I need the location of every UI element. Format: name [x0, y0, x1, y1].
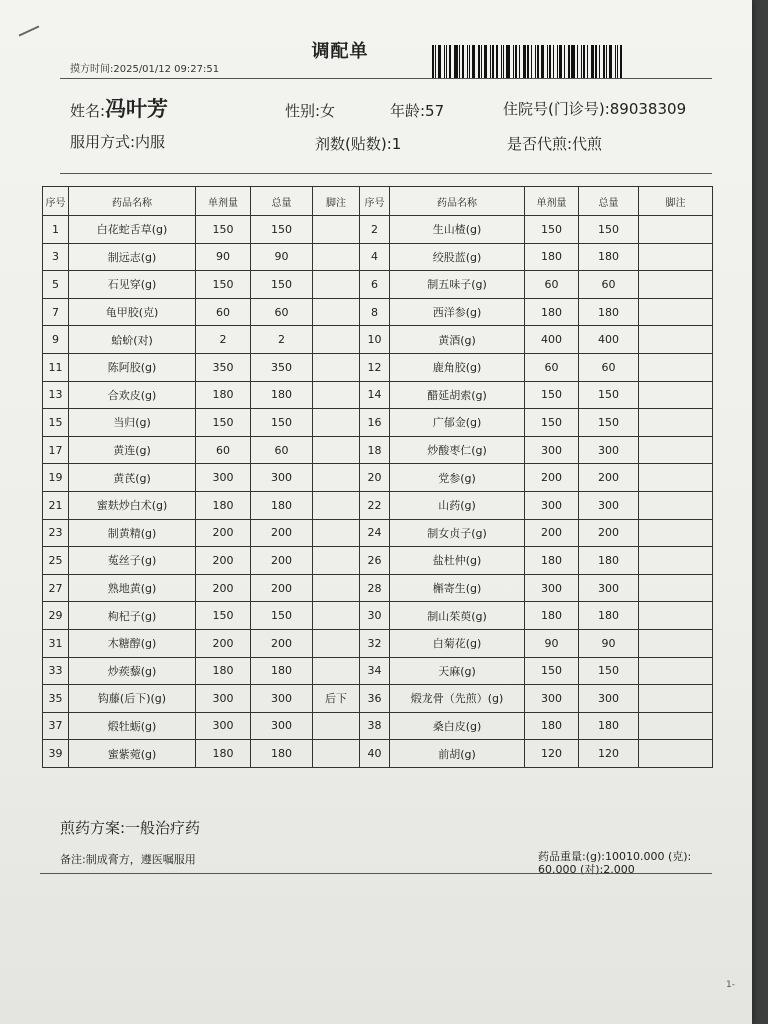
cell-seq: 8: [360, 298, 390, 326]
cell-seq: 39: [43, 740, 69, 768]
cell-single-dose: 180: [525, 298, 579, 326]
footer-divider: [40, 873, 712, 874]
cell-seq: 9: [43, 326, 69, 354]
cell-footnote: [639, 629, 713, 657]
table-row: [43, 657, 713, 685]
total-weight-line2: 60.000 (对):2.000: [538, 863, 635, 876]
cell-seq: 7: [43, 298, 69, 326]
cell-single-dose: 400: [525, 326, 579, 354]
cell-single-dose: 180: [525, 602, 579, 630]
cell-total-amount: 150: [251, 409, 313, 437]
cell-seq: 21: [43, 491, 69, 519]
cell-footnote: [313, 547, 360, 575]
cell-single-dose: 60: [196, 436, 251, 464]
cell-footnote: [639, 602, 713, 630]
cell-single-dose: 150: [525, 216, 579, 244]
table-row: [43, 574, 713, 602]
cell-seq: 20: [360, 464, 390, 492]
cell-medicine-name: 炒酸枣仁(g): [390, 436, 525, 464]
patient-age: 年龄:57: [390, 102, 445, 120]
cell-seq: 29: [43, 602, 69, 630]
cell-footnote: [313, 326, 360, 354]
cell-seq: 31: [43, 629, 69, 657]
cell-footnote: [313, 436, 360, 464]
cell-single-dose: 300: [525, 685, 579, 713]
cell-footnote: [639, 519, 713, 547]
table-row: [43, 547, 713, 575]
cell-medicine-name: 天麻(g): [390, 657, 525, 685]
cell-total-amount: 300: [579, 685, 639, 713]
cell-medicine-name: 制女贞子(g): [390, 519, 525, 547]
cell-total-amount: 180: [251, 740, 313, 768]
cell-single-dose: 150: [196, 409, 251, 437]
cell-single-dose: 200: [525, 464, 579, 492]
patient-name-label: 姓名:: [70, 102, 106, 120]
cell-total-amount: 120: [579, 740, 639, 768]
cell-single-dose: 300: [525, 574, 579, 602]
cell-footnote: [313, 243, 360, 271]
cell-medicine-name: 黄连(g): [69, 436, 196, 464]
cell-medicine-name: 石见穿(g): [69, 271, 196, 299]
cell-medicine-name: 煅牡蛎(g): [69, 712, 196, 740]
cell-seq: 34: [360, 657, 390, 685]
cell-seq: 16: [360, 409, 390, 437]
cell-total-amount: 300: [251, 685, 313, 713]
cell-total-amount: 300: [251, 712, 313, 740]
cell-footnote: [639, 271, 713, 299]
cell-footnote: [639, 574, 713, 602]
table-row: [43, 326, 713, 354]
cell-total-amount: 180: [579, 298, 639, 326]
cell-seq: 3: [43, 243, 69, 271]
print-time: 摸方时间:2025/01/12 09:27:51: [70, 64, 220, 75]
cell-medicine-name: 槲寄生(g): [390, 574, 525, 602]
cell-footnote: [639, 436, 713, 464]
patient-name: 冯叶芳: [105, 97, 169, 121]
cell-medicine-name: 蜜麸炒白术(g): [69, 491, 196, 519]
hospital-number: 住院号(门诊号):89038309: [503, 100, 687, 118]
cell-seq: 2: [360, 216, 390, 244]
patient-name-field: [70, 93, 168, 123]
cell-seq: 12: [360, 353, 390, 381]
cell-single-dose: 300: [196, 685, 251, 713]
decoction-plan: 煎药方案:一般治疗药: [60, 819, 201, 837]
cell-footnote: [313, 464, 360, 492]
cell-seq: 37: [43, 712, 69, 740]
cell-single-dose: 180: [525, 547, 579, 575]
cell-medicine-name: 绞股蓝(g): [390, 243, 525, 271]
decoct-option: 是否代煎:代煎: [507, 135, 603, 153]
cell-single-dose: 150: [525, 657, 579, 685]
cell-footnote: [313, 353, 360, 381]
medicine-table: [42, 186, 713, 768]
cell-seq: 23: [43, 519, 69, 547]
cell-total-amount: 150: [579, 381, 639, 409]
cell-total-amount: 150: [251, 216, 313, 244]
cell-single-dose: 60: [525, 271, 579, 299]
cell-medicine-name: 黄酒(g): [390, 326, 525, 354]
table-row: [43, 464, 713, 492]
cell-medicine-name: 制黄精(g): [69, 519, 196, 547]
cell-total-amount: 60: [251, 436, 313, 464]
cell-medicine-name: 熟地黄(g): [69, 574, 196, 602]
cell-footnote: 后下: [313, 685, 360, 713]
cell-seq: 40: [360, 740, 390, 768]
header-seq: 序号: [360, 187, 390, 216]
cell-total-amount: 200: [251, 629, 313, 657]
cell-single-dose: 120: [525, 740, 579, 768]
cell-total-amount: 300: [579, 436, 639, 464]
cell-footnote: [639, 326, 713, 354]
cell-seq: 30: [360, 602, 390, 630]
cell-footnote: [313, 574, 360, 602]
cell-single-dose: 60: [196, 298, 251, 326]
cell-medicine-name: 山药(g): [390, 491, 525, 519]
cell-single-dose: 2: [196, 326, 251, 354]
cell-total-amount: 150: [579, 409, 639, 437]
cell-single-dose: 60: [525, 353, 579, 381]
cell-total-amount: 180: [251, 381, 313, 409]
cell-seq: 11: [43, 353, 69, 381]
usage-method: 服用方式:内服: [70, 133, 166, 151]
header-single-dose: 单剂量: [196, 187, 251, 216]
cell-footnote: [313, 491, 360, 519]
cell-seq: 25: [43, 547, 69, 575]
cell-total-amount: 180: [251, 491, 313, 519]
cell-single-dose: 180: [525, 243, 579, 271]
cell-footnote: [639, 491, 713, 519]
cell-total-amount: 150: [579, 657, 639, 685]
cell-total-amount: 200: [251, 547, 313, 575]
table-row: [43, 519, 713, 547]
cell-total-amount: 200: [579, 519, 639, 547]
cell-single-dose: 350: [196, 353, 251, 381]
cell-seq: 24: [360, 519, 390, 547]
cell-single-dose: 300: [525, 491, 579, 519]
cell-total-amount: 180: [579, 243, 639, 271]
cell-medicine-name: 蜜紫菀(g): [69, 740, 196, 768]
cell-medicine-name: 白菊花(g): [390, 629, 525, 657]
cell-total-amount: 300: [579, 574, 639, 602]
remark-text: 备注:制成膏方，遵医嘱服用: [60, 853, 196, 866]
cell-total-amount: 60: [579, 271, 639, 299]
cell-total-amount: 180: [579, 712, 639, 740]
cell-medicine-name: 当归(g): [69, 409, 196, 437]
barcode-image: [432, 45, 654, 79]
cell-footnote: [313, 602, 360, 630]
cell-footnote: [639, 409, 713, 437]
cell-seq: 19: [43, 464, 69, 492]
cell-total-amount: 300: [579, 491, 639, 519]
cell-footnote: [639, 353, 713, 381]
info-divider: [60, 173, 712, 174]
cell-seq: 5: [43, 271, 69, 299]
cell-footnote: [313, 657, 360, 685]
cell-total-amount: 60: [251, 298, 313, 326]
cell-medicine-name: 党参(g): [390, 464, 525, 492]
table-row: [43, 712, 713, 740]
cell-medicine-name: 西洋参(g): [390, 298, 525, 326]
cell-single-dose: 90: [525, 629, 579, 657]
cell-footnote: [313, 381, 360, 409]
table-row: [43, 353, 713, 381]
cell-seq: 18: [360, 436, 390, 464]
cell-footnote: [639, 740, 713, 768]
cell-footnote: [313, 409, 360, 437]
table-row: [43, 298, 713, 326]
cell-total-amount: 200: [251, 574, 313, 602]
cell-single-dose: 300: [196, 464, 251, 492]
cell-single-dose: 150: [196, 602, 251, 630]
cell-seq: 27: [43, 574, 69, 602]
cell-medicine-name: 盐杜仲(g): [390, 547, 525, 575]
cell-total-amount: 2: [251, 326, 313, 354]
cell-single-dose: 200: [196, 547, 251, 575]
table-row: [43, 216, 713, 244]
page-number: 1-: [726, 980, 735, 990]
header-footnote: 脚注: [639, 187, 713, 216]
cell-single-dose: 180: [525, 712, 579, 740]
cell-footnote: [639, 216, 713, 244]
cell-footnote: [313, 629, 360, 657]
cell-seq: 10: [360, 326, 390, 354]
table-row: [43, 740, 713, 768]
cell-medicine-name: 合欢皮(g): [69, 381, 196, 409]
cell-total-amount: 180: [579, 602, 639, 630]
cell-footnote: [639, 685, 713, 713]
cell-total-amount: 150: [251, 602, 313, 630]
table-row: [43, 602, 713, 630]
cell-total-amount: 90: [579, 629, 639, 657]
cell-total-amount: 200: [579, 464, 639, 492]
cell-medicine-name: 鹿角胶(g): [390, 353, 525, 381]
cell-footnote: [639, 547, 713, 575]
cell-medicine-name: 桑白皮(g): [390, 712, 525, 740]
cell-footnote: [639, 298, 713, 326]
header-medicine-name: 药品名称: [69, 187, 196, 216]
page-title: 调配单: [311, 41, 369, 62]
header-divider: [60, 78, 712, 79]
cell-single-dose: 300: [196, 712, 251, 740]
cell-medicine-name: 生山楂(g): [390, 216, 525, 244]
header-single-dose: 单剂量: [525, 187, 579, 216]
total-weight-line1: 药品重量:(g):10010.000 (克):: [538, 850, 692, 863]
cell-seq: 6: [360, 271, 390, 299]
cell-total-amount: 150: [251, 271, 313, 299]
cell-footnote: [313, 216, 360, 244]
cell-seq: 13: [43, 381, 69, 409]
cell-single-dose: 180: [196, 657, 251, 685]
cell-total-amount: 200: [251, 519, 313, 547]
cell-single-dose: 200: [525, 519, 579, 547]
cell-seq: 32: [360, 629, 390, 657]
cell-single-dose: 200: [196, 574, 251, 602]
cell-seq: 22: [360, 491, 390, 519]
table-row: [43, 629, 713, 657]
cell-footnote: [313, 712, 360, 740]
table-row: [43, 243, 713, 271]
cell-footnote: [639, 381, 713, 409]
cell-footnote: [639, 712, 713, 740]
cell-medicine-name: 制五味子(g): [390, 271, 525, 299]
cell-total-amount: 150: [579, 216, 639, 244]
cell-seq: 28: [360, 574, 390, 602]
cell-footnote: [313, 740, 360, 768]
cell-seq: 17: [43, 436, 69, 464]
cell-footnote: [313, 271, 360, 299]
cell-footnote: [639, 657, 713, 685]
cell-total-amount: 90: [251, 243, 313, 271]
cell-seq: 36: [360, 685, 390, 713]
table-row: [43, 409, 713, 437]
cell-footnote: [313, 298, 360, 326]
cell-seq: 4: [360, 243, 390, 271]
header-total-amount: 总量: [579, 187, 639, 216]
cell-medicine-name: 龟甲胶(克): [69, 298, 196, 326]
cell-medicine-name: 钩藤(后下)(g): [69, 685, 196, 713]
cell-total-amount: 300: [251, 464, 313, 492]
table-row: [43, 381, 713, 409]
cell-medicine-name: 醋延胡索(g): [390, 381, 525, 409]
cell-medicine-name: 蛤蚧(对): [69, 326, 196, 354]
cell-single-dose: 200: [196, 519, 251, 547]
cell-single-dose: 150: [525, 409, 579, 437]
cell-seq: 26: [360, 547, 390, 575]
cell-medicine-name: 菟丝子(g): [69, 547, 196, 575]
cell-medicine-name: 煅龙骨（先煎）(g): [390, 685, 525, 713]
cell-total-amount: 350: [251, 353, 313, 381]
cell-medicine-name: 黄芪(g): [69, 464, 196, 492]
cell-single-dose: 150: [525, 381, 579, 409]
cell-seq: 35: [43, 685, 69, 713]
dose-count: 剂数(贴数):1: [315, 135, 402, 153]
cell-single-dose: 150: [196, 216, 251, 244]
cell-medicine-name: 前胡(g): [390, 740, 525, 768]
cell-total-amount: 60: [579, 353, 639, 381]
cell-footnote: [639, 243, 713, 271]
cell-medicine-name: 枸杞子(g): [69, 602, 196, 630]
cell-seq: 1: [43, 216, 69, 244]
header-medicine-name: 药品名称: [390, 187, 525, 216]
cell-total-amount: 400: [579, 326, 639, 354]
cell-single-dose: 150: [196, 271, 251, 299]
header-footnote: 脚注: [313, 187, 360, 216]
table-row: [43, 685, 713, 713]
cell-medicine-name: 白花蛇舌草(g): [69, 216, 196, 244]
cell-single-dose: 180: [196, 491, 251, 519]
cell-single-dose: 180: [196, 381, 251, 409]
cell-single-dose: 200: [196, 629, 251, 657]
cell-footnote: [639, 464, 713, 492]
pen-mark: [19, 25, 40, 36]
cell-single-dose: 180: [196, 740, 251, 768]
cell-medicine-name: 制山茱萸(g): [390, 602, 525, 630]
cell-single-dose: 300: [525, 436, 579, 464]
cell-seq: 15: [43, 409, 69, 437]
cell-medicine-name: 木糖醇(g): [69, 629, 196, 657]
header-total-amount: 总量: [251, 187, 313, 216]
patient-gender: 性别:女: [285, 102, 336, 120]
cell-footnote: [313, 519, 360, 547]
cell-total-amount: 180: [579, 547, 639, 575]
table-row: [43, 436, 713, 464]
cell-medicine-name: 陈阿胶(g): [69, 353, 196, 381]
cell-medicine-name: 炒蒺藜(g): [69, 657, 196, 685]
table-header-row: [43, 187, 713, 216]
cell-medicine-name: 广郁金(g): [390, 409, 525, 437]
table-row: [43, 491, 713, 519]
cell-single-dose: 90: [196, 243, 251, 271]
cell-medicine-name: 制远志(g): [69, 243, 196, 271]
table-row: [43, 271, 713, 299]
cell-total-amount: 180: [251, 657, 313, 685]
cell-seq: 14: [360, 381, 390, 409]
cell-seq: 38: [360, 712, 390, 740]
cell-seq: 33: [43, 657, 69, 685]
header-seq: 序号: [43, 187, 69, 216]
